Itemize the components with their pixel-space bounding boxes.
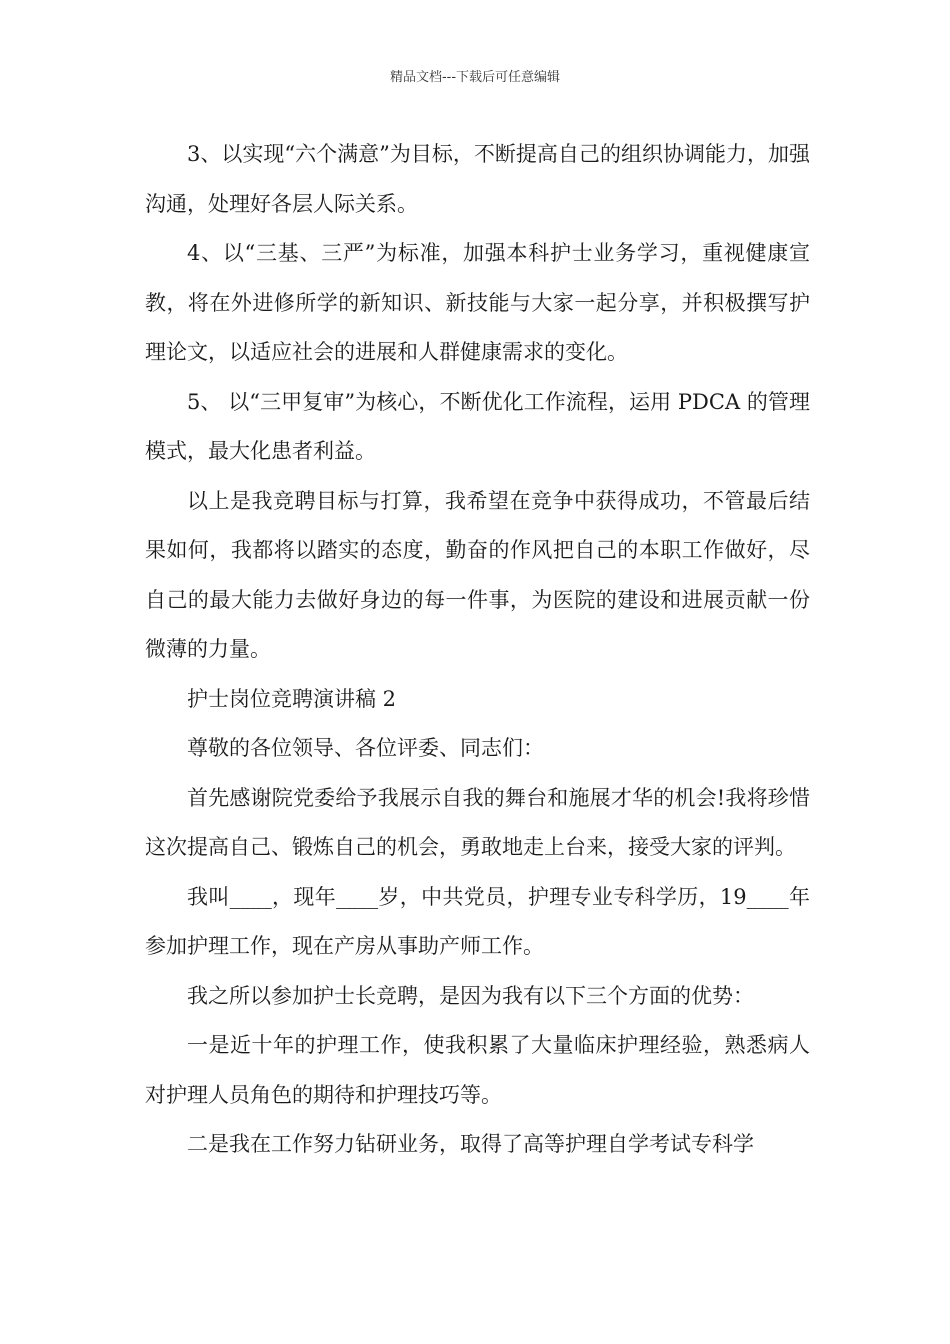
section-title: 护士岗位竞聘演讲稿 2 <box>187 686 397 711</box>
paragraph-goal-5: 5、 以“三甲复审”为核心，不断优化工作流程，运用 PDCA 的管理模式，最大化患者利益。 <box>145 389 810 463</box>
paragraph-thanks: 首先感谢院党委给予我展示自我的舞台和施展才华的机会!我将珍惜这次提高自己、锻炼自己的机会，勇敢地走上台来，接受大家的评判。 <box>145 785 810 859</box>
paragraph-goal-3: 3、以实现“六个满意”为目标，不断提高自己的组织协调能力，加强沟通，处理好各层人际关系。 <box>145 142 810 216</box>
document-body <box>145 130 810 1170</box>
paragraph-reason: 我之所以参加护士长竞聘，是因为我有以下三个方面的优势： <box>187 983 754 1008</box>
paragraph-advantage-1: 一是近十年的护理工作，使我积累了大量临床护理经验，熟悉病人对护理人员角色的期待和护理技巧等。 <box>145 1033 810 1107</box>
paragraph-introduction: 我叫____，现年____岁，中共党员，护理专业专科学历，19____年参加护理工作，现在产房从事助产师工作。 <box>145 884 810 958</box>
page-header: 精品文档---下载后可任意编辑 <box>389 70 561 85</box>
paragraph-conclusion: 以上是我竞聘目标与打算，我希望在竞争中获得成功，不管最后结果如何，我都将以踏实的态度，勤奋的作风把自己的本职工作做好，尽自己的最大能力去做好身边的每一件事，为医院的建设和进展贡献一份微薄的力量。 <box>145 488 810 661</box>
paragraph-advantage-2: 二是我在工作努力钻研业务，取得了高等护理自学考试专科学 <box>187 1132 754 1156</box>
paragraph-salutation: 尊敬的各位领导、各位评委、同志们： <box>187 736 544 760</box>
paragraph-goal-4: 4、以“三基、三严”为标准，加强本科护士业务学习，重视健康宣教，将在外进修所学的新知识、新技能与大家一起分享，并积极撰写护理论文，以适应社会的进展和人群健康需求的变化。 <box>145 241 810 364</box>
